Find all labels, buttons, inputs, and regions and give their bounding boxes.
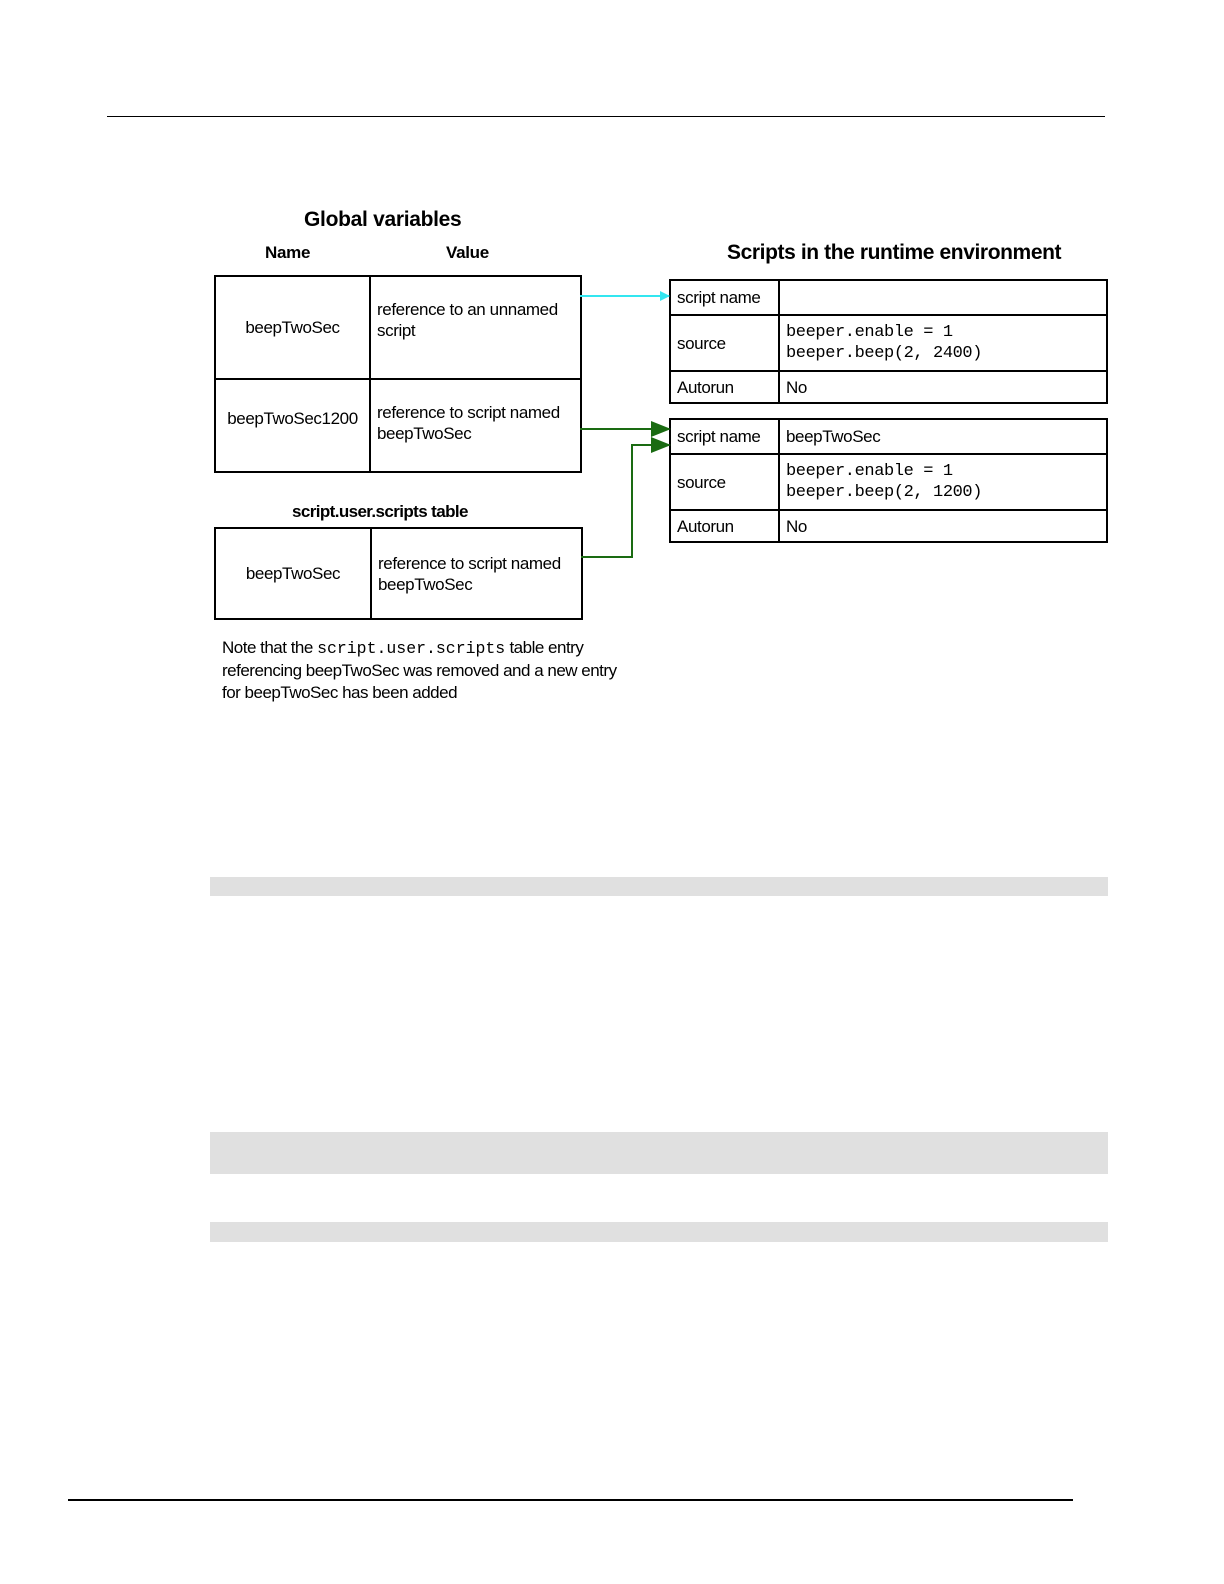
global-variables-title: Global variables <box>304 208 462 231</box>
autorun-label: Autorun <box>670 510 779 542</box>
user-script-value: reference to script named beepTwoSec <box>371 528 582 619</box>
global-var-value: reference to an unnamed script <box>370 276 581 379</box>
source-line: beeper.beep(2, 2400) <box>786 344 983 363</box>
script-name-value: beepTwoSec <box>779 419 1107 454</box>
global-var-name: beepTwoSec <box>215 276 370 379</box>
source-line: beeper.beep(2, 1200) <box>786 483 983 502</box>
note-suffix: table entry referencing beepTwoSec was removed and a new entry for beepTwoSec has been added <box>222 638 617 702</box>
global-var-value: reference to script named beepTwoSec <box>370 379 581 472</box>
autorun-value: No <box>779 510 1107 542</box>
source-line: beeper.enable = 1 <box>786 323 953 342</box>
runtime-title: Scripts in the runtime environment <box>727 241 1062 264</box>
autorun-value: No <box>779 371 1107 403</box>
gray-band <box>210 1132 1108 1174</box>
script-name-label: script name <box>670 280 779 315</box>
gray-band <box>210 1222 1108 1242</box>
value-column-header: Value <box>446 243 489 262</box>
note-code: script.user.scripts <box>317 639 506 658</box>
name-column-header: Name <box>265 243 311 262</box>
source-line: beeper.enable = 1 <box>786 462 953 481</box>
source-label: source <box>670 454 779 510</box>
user-scripts-title: script.user.scripts table <box>292 502 468 521</box>
autorun-label: Autorun <box>670 371 779 403</box>
gray-band <box>210 877 1108 896</box>
note-prefix: Note that the <box>222 638 318 657</box>
user-script-name: beepTwoSec <box>215 528 371 619</box>
global-var-name: beepTwoSec1200 <box>215 379 370 472</box>
arrow-user-scripts-ref <box>581 445 669 557</box>
script-name-label: script name <box>670 419 779 454</box>
source-label: source <box>670 315 779 371</box>
